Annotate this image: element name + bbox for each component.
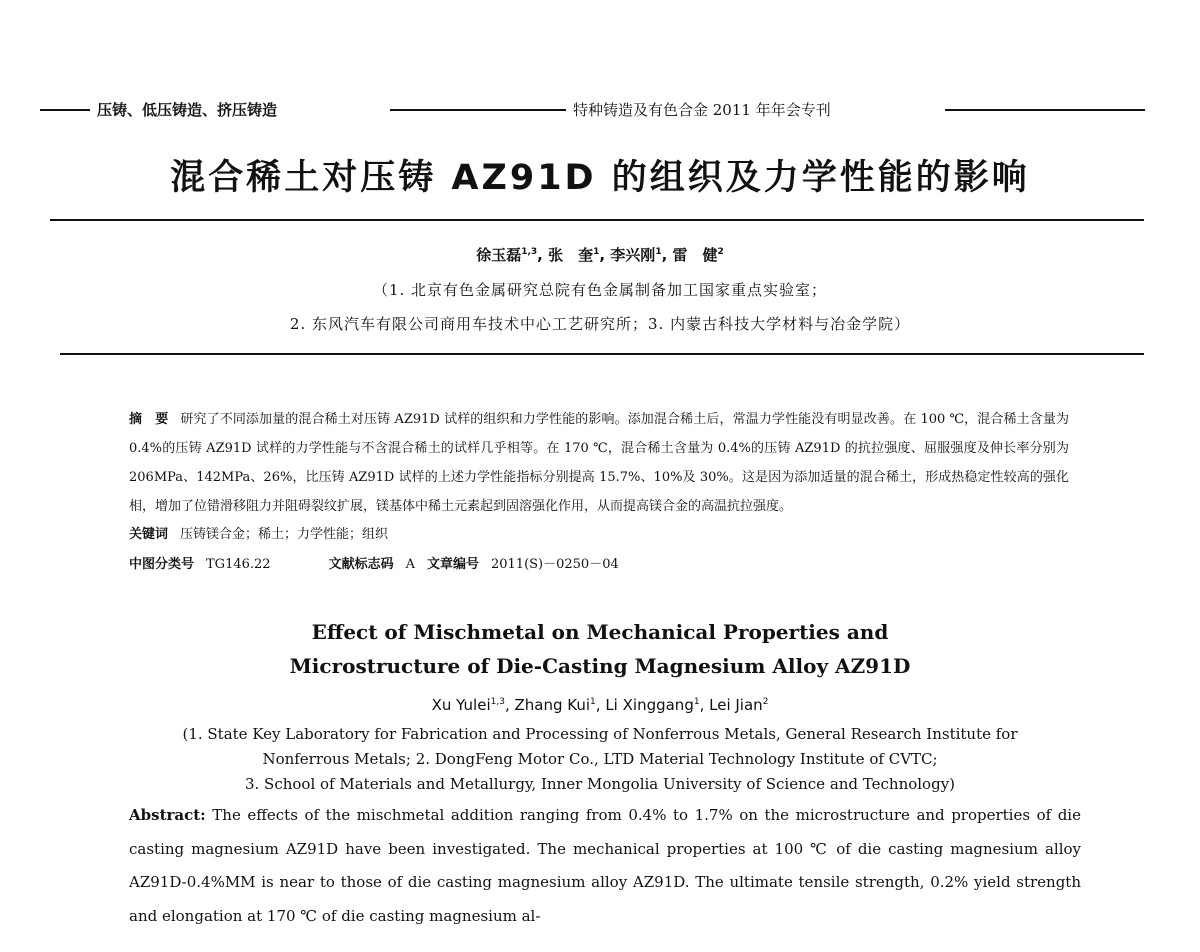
keywords-cn [129,523,388,542]
affiliation-en-line-2: Nonferrous Metals; 2. DongFeng Motor Co., LTD Material Technology Institute of CVTC; [262,750,938,768]
header-rule-middle [390,109,566,111]
author-sup: 1 [593,247,600,257]
doc-code-value: A [405,557,415,572]
affiliation-en-line-3: 3. School of Materials and Metallurgy, Inner Mongolia University of Science and Technology) [244,775,956,793]
header-rule-left [40,109,90,111]
keywords-cn-label: 关键词 [129,527,169,542]
abstract-en [129,799,1081,933]
author-en: Xu Yulei [431,696,491,714]
header-journal-label: 特种铸造及有色合金 2011 年年会专刊 [573,101,831,119]
abstract-cn-label: 摘 要 [129,412,169,427]
author-cn: 徐玉磊 [476,246,522,264]
author-sup: 1,3 [490,697,505,707]
author-en: Zhang Kui [514,696,591,714]
doc-code-label: 文献标志码 [328,557,394,572]
author-cn: 雷 健 [672,246,718,264]
paper-title-en-line-1: Effect of Mischmetal on Mechanical Properties and [311,620,889,644]
abstract-en-label: Abstract: [129,806,206,824]
clc-value: TG146.22 [206,557,271,572]
article-number-value: 2011(S)－0250－04 [490,557,619,572]
author-sup: 2 [762,697,769,707]
header-section-label: 压铸、低压铸造、挤压铸造 [97,101,278,119]
article-number-label: 文章编号 [426,557,479,572]
author-sup: 1 [693,697,700,707]
abstract-cn-text: 研究了不同添加量的混合稀土对压铸 AZ91D 试样的组织和力学性能的影响。添加混合稀土后，常温力学性能没有明显改善。在 100 ℃，混合稀土含量为 0.4%的压铸 AZ91D 试样的力学性能与不含混合稀土的试样几乎相等。在 170 ℃，混合稀土含量为 0.4%的压铸 AZ91D 的抗拉强度、屈服强度及伸长率分别为 206MPa、142MPa、26%，比压铸 AZ91D 试样的上述力学性能指标分别提高 15.7%、10%及 30%。这是因为添加适量的混合稀土，形成热稳定性较高的强化相，增加了位错滑移阻力并阻碍裂纹扩展，镁基体中稀土元素起到固溶强化作用，从而提高镁合金的高温抗拉强度。 [129,412,1069,514]
header-rule-right [945,109,1145,111]
keywords-cn-text: 压铸镁合金；稀土；力学性能；组织 [180,527,389,542]
abstract-en-text: The effects of the mischmetal addition ranging from 0.4% to 1.7% on the microstructure and properties of die casting magnesium AZ91D have been investigated. The mechanical properties at 100 ℃ of die casting magnesium alloy AZ91D-0.4%MM is near to those of die casting magnesium alloy AZ91D. The ultimate tensile strength, 0.2% yield strength and elongation at 170 ℃ of die casting magnesium al- [129,806,1081,925]
author-sup: 1 [655,247,662,257]
authors-cn: 徐玉磊$^{1,3}$, 张 奎$^1$, 李兴刚$^1$, 雷 健$^2$ [476,246,724,264]
paper-title-cn: 混合稀土对压铸 AZ91D 的组织及力学性能的影响 [170,158,1030,198]
author-en: Li Xinggang [605,696,694,714]
abstract-cn [129,405,1069,521]
title-rule [50,219,1144,221]
authors-en: Xu Yulei$^{1,3}$, Zhang Kui$^1$, Li Xinggang$^1$, Lei Jian$^2$ [431,696,769,714]
author-sup: 2 [717,247,724,257]
clc-label: 中图分类号 [129,557,195,572]
author-en: Lei Jian [709,696,763,714]
author-cn: 李兴刚 [610,246,656,264]
affiliation-en-line-1: (1. State Key Laboratory for Fabrication and Processing of Nonferrous Metals, General Research Institute for [182,725,1018,743]
author-sup: 1,3 [521,247,538,257]
classification-line [129,553,619,572]
affiliation-cn-line-1: （1. 北京有色金属研究总院有色金属制备加工国家重点实验室； [372,281,828,299]
author-sup: 1 [590,697,596,707]
affiliation-cn-line-2: 2. 东风汽车有限公司商用车技术中心工艺研究所；3. 内蒙古科技大学材料与冶金学院） [289,315,911,333]
paper-title-en-line-2: Microstructure of Die-Casting Magnesium Alloy AZ91D [289,654,911,678]
author-cn: 张 奎 [548,246,594,264]
affiliation-rule [60,353,1144,355]
